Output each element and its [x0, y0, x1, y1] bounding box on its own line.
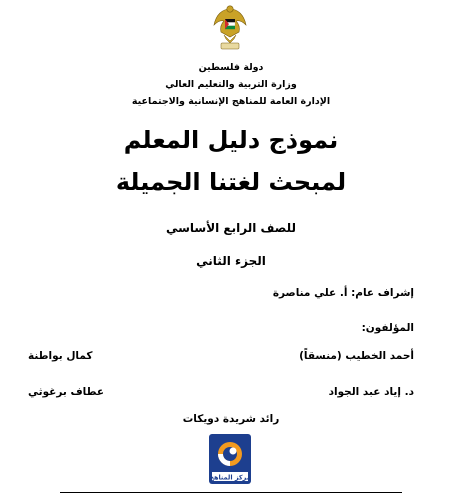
authors-label: المؤلفون:: [361, 322, 414, 334]
author-name: عطاف برغوثي: [28, 386, 104, 398]
part-number: الجزء الثاني: [196, 254, 266, 268]
author-name: رائد شريدة دويكات: [182, 413, 280, 425]
document-subtitle: لمبحث لغتنا الجميلة: [115, 168, 347, 196]
state-name: دولة فلسطين: [198, 62, 264, 73]
curriculum-center-logo-icon: [209, 434, 251, 484]
document-title: نموذج دليل المعلم: [123, 126, 339, 154]
department-name: الإدارة العامة للمناهج الإنسانية والاجتماعية: [131, 96, 331, 107]
author-name: كمال بواطنة: [28, 350, 93, 362]
author-name: أحمد الخطيب (منسقاً): [299, 350, 414, 362]
footer-divider: [60, 492, 402, 493]
palestine-emblem-icon: [212, 3, 248, 51]
general-supervision: إشراف عام: أ. علي مناصرة: [272, 287, 414, 299]
grade-level: للصف الرابع الأساسي: [165, 221, 297, 235]
svg-text:مركز المناهج: مركز المناهج: [209, 473, 251, 482]
ministry-name: وزارة التربية والتعليم العالي: [165, 79, 297, 90]
author-name: د. إياد عبد الجواد: [328, 386, 414, 398]
